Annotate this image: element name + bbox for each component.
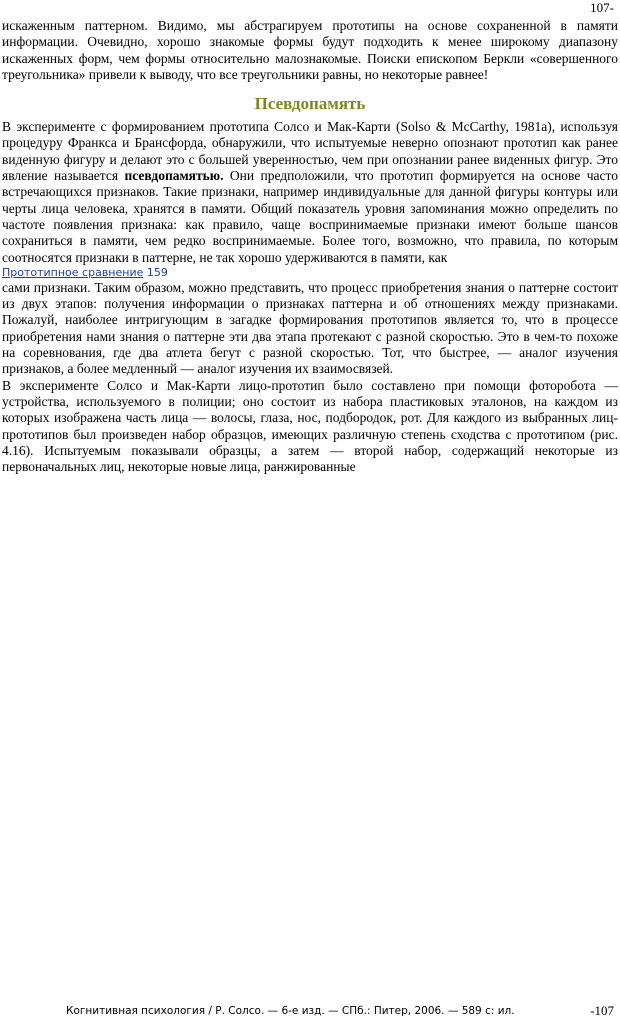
paragraph-two-stages: сами признаки. Таким образом, можно представить, что процесс приобретения знания о паттерне состоит из двух этапов: получения информации о признаках паттерна и об отношениях между признаками. Пожалуй, наиболее интригующим в загадке формирования прототипов является то, что в процессе приобретения нами знания о паттерне эти два этапа протекают с разной скоростью. Это в чем-то похоже на соревнования, где два атлета бегут с разной скоростью. Тот, что быстрее, — аналог изучения признаков, а более медленный — аналог изучения их взаимосвязей. — [2, 279, 618, 377]
page-number-bottom: -107 — [590, 1003, 614, 1018]
paragraph-text-after-term: Они предположили, что прототип формируется на основе часто встречающихся признаков. Такие признаки, например индивидуальные для данной фигуры контуры или черты лица человека, хранятся в памяти. Общий показатель уровня запоминания можно определить по частоте появления признака: как правило, чаще воспринимаемые признаки имеют больше шансов сохраниться в памяти, чем редко воспринимаемые. Более того, возможно, что правила, по которым соотносятся признаки в паттерне, не так хорошо удерживаются в памяти, как — [2, 168, 618, 265]
footer-citation: Когнитивная психология / Р. Солсо. — 6-е изд. — СПб.: Питер, 2006. — 589 с: ил. — [66, 1005, 515, 1017]
cross-reference-page: 159 — [146, 265, 168, 279]
cross-reference-link[interactable]: Прототипное сравнение — [2, 265, 144, 279]
section-title: Псевдопамять — [254, 94, 366, 114]
page-content — [2, 18, 618, 475]
intro-paragraph: искаженным паттерном. Видимо, мы абстрагируем прототипы на основе сохраненной в памяти информации. Очевидно, хорошо знакомые формы будут подходить к менее широкому диапазону искаженных форм, чем формы относительно малознакомые. Поиски епископом Беркли «совершенного треугольника» привели к выводу, что все треугольники равны, но некоторые равнее! — [2, 18, 618, 82]
paragraph-pseudomemory — [2, 119, 618, 266]
term-pseudomemory: псевдопамятью. — [124, 168, 224, 184]
cross-reference — [2, 266, 618, 280]
paragraph-text-before-term: В эксперименте с формированием прототипа Солсо и Мак-Карти (Solso & McCarthy, 1981a), используя процедуру Франкса и Брансфорда, обнаружили, что испытуемые неверно опознают прототип как ранее виденную фигуру и делают это с большей уверенностью, чем при опознании ранее виденных фигур. Это явление называется — [2, 119, 618, 184]
page-number-top: 107- — [590, 0, 614, 15]
paragraph-experiment: В эксперименте Солсо и Мак-Карти лицо-прототип было составлено при помощи фоторобота — устройства, используемого в полиции; оно состоит из набора пластиковых эталонов, на каждом из которых изображена часть лица — волосы, глаза, нос, подбородок, рот. Для каждого из выбранных лиц-прототипов был произведен набор образцов, имеющих различную степень сходства с прототипом (рис. 4.16). Испытуемым показывали образцы, а затем — второй набор, содержащий некоторые из первоначальных лиц, некоторые новые лица, ранжированные — [2, 377, 618, 475]
